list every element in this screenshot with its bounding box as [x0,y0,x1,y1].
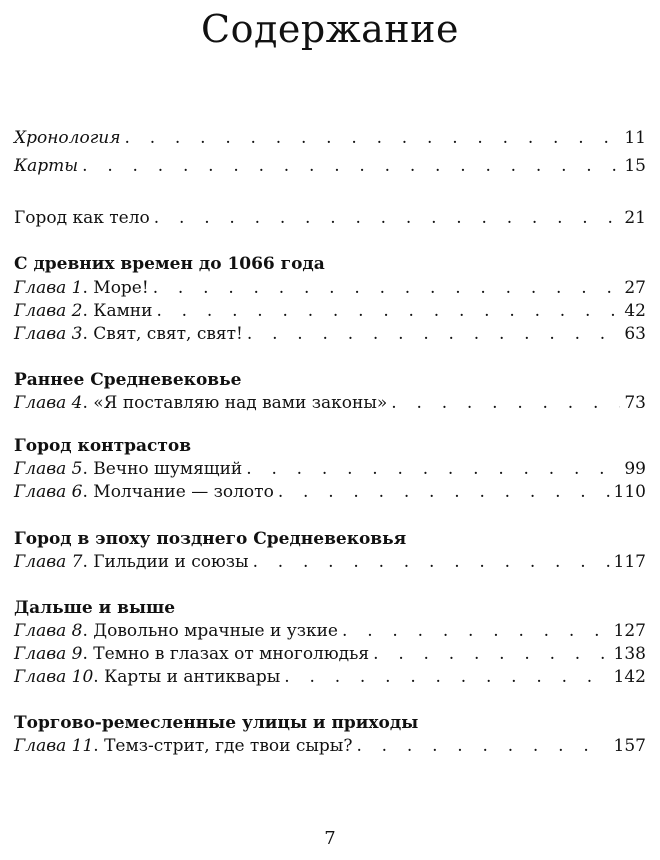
toc-entry-chapter-7[interactable]: Глава 7. Гильдии и союзы . . . 117 [14,552,646,576]
toc-entry-page: 127 [613,621,646,641]
leader-dots [82,156,620,176]
section-heading: Город в эпоху позднего Средневековья [14,529,407,549]
toc-entry-label: Карты [14,156,79,176]
leader-dots [284,667,609,687]
leader-dots [247,324,620,344]
chapter-prefix: Глава 8 [14,621,83,641]
chapter-prefix: Глава 3 [14,324,83,344]
chapter-prefix: Глава 10 [14,667,94,687]
chapter-title: Молчание — золото [93,482,274,502]
toc-entry-page: 110 [613,482,646,502]
toc-entry-maps[interactable] [14,156,646,180]
leader-dots [253,552,610,572]
toc-entry-chronology[interactable] [14,128,646,152]
toc-entry-page: 99 [624,459,646,479]
section-heading: С древних времен до 1066 года [14,254,325,274]
toc-entry-chapter-1[interactable]: Глава 1. Море! . . . 27 [14,278,646,302]
chapter-title: «Я поставляю над вами законы» [93,393,388,413]
toc-entry-intro[interactable] [14,208,646,232]
toc-entry-page: 63 [624,324,646,344]
section-heading: Дальше и выше [14,598,176,618]
section-heading: Торгово-ремесленные улицы и приходы [14,713,419,733]
leader-dots [246,459,620,479]
toc-entry-label: Город как тело [14,208,150,228]
toc-entry-label: Хронология [14,128,121,148]
chapter-title: Довольно мрачные и узкие [93,621,338,641]
chapter-title: Темз-стрит, где твои сыры? [104,736,353,756]
toc-entry-page: 138 [613,644,646,664]
leader-dots [153,278,621,298]
chapter-prefix: Глава 4 [14,393,83,413]
leader-dots [373,644,609,664]
leader-dots [278,482,610,502]
leader-dots [154,208,621,228]
toc-entry-chapter-4[interactable]: Глава 4. «Я поставляю над вами законы» . . . 73 [14,393,646,417]
chapter-title: Темно в глазах от многолюдья [93,644,370,664]
chapter-title: Карты и антиквары [104,667,281,687]
chapter-prefix: Глава 5 [14,459,83,479]
toc-entry-page: 157 [613,736,646,756]
chapter-title: Вечно шумящий [93,459,243,479]
toc-entry-chapter-10[interactable]: Глава 10. Карты и антиквары . . . 142 [14,667,646,691]
toc-entry-page: 42 [624,301,646,321]
leader-dots [391,393,620,413]
chapter-title: Море! [93,278,149,298]
toc-entry-chapter-2[interactable]: Глава 2. Камни . . . 42 [14,301,646,325]
toc-entry-chapter-9[interactable]: Глава 9. Темно в глазах от многолюдья . . . 138 [14,644,646,668]
chapter-prefix: Глава 11 [14,736,94,756]
page-number: 7 [324,828,336,849]
leader-dots [125,128,621,148]
section-heading: Раннее Средневековье [14,370,242,390]
chapter-prefix: Глава 2 [14,301,83,321]
leader-dots [156,301,620,321]
toc-entry-chapter-8[interactable]: Глава 8. Довольно мрачные и узкие . . . 127 [14,621,646,645]
chapter-title: Свят, свят, свят! [93,324,243,344]
toc-entry-chapter-11[interactable]: Глава 11. Темз-стрит, где твои сыры? . . . 157 [14,736,646,760]
toc-entry-chapter-6[interactable]: Глава 6. Молчание — золото . . . 110 [14,482,646,506]
toc-entry-page: 117 [613,552,646,572]
chapter-prefix: Глава 1 [14,278,83,298]
chapter-prefix: Глава 7 [14,552,83,572]
toc-entry-page: 21 [624,208,646,228]
toc-entry-page: 11 [624,128,646,148]
toc-entry-chapter-3[interactable]: Глава 3. Свят, свят, свят! . . . 63 [14,324,646,348]
toc-entry-chapter-5[interactable]: Глава 5. Вечно шумящий . . . 99 [14,459,646,483]
toc-entry-page: 142 [613,667,646,687]
chapter-title: Камни [93,301,153,321]
chapter-prefix: Глава 6 [14,482,83,502]
page-title: Содержание [201,7,459,51]
toc-entry-page: 15 [624,156,646,176]
leader-dots [342,621,610,641]
toc-entry-page: 73 [624,393,646,413]
chapter-title: Гильдии и союзы [93,552,249,572]
toc-entry-page: 27 [624,278,646,298]
leader-dots [356,736,609,756]
chapter-prefix: Глава 9 [14,644,83,664]
section-heading: Город контрастов [14,436,192,456]
